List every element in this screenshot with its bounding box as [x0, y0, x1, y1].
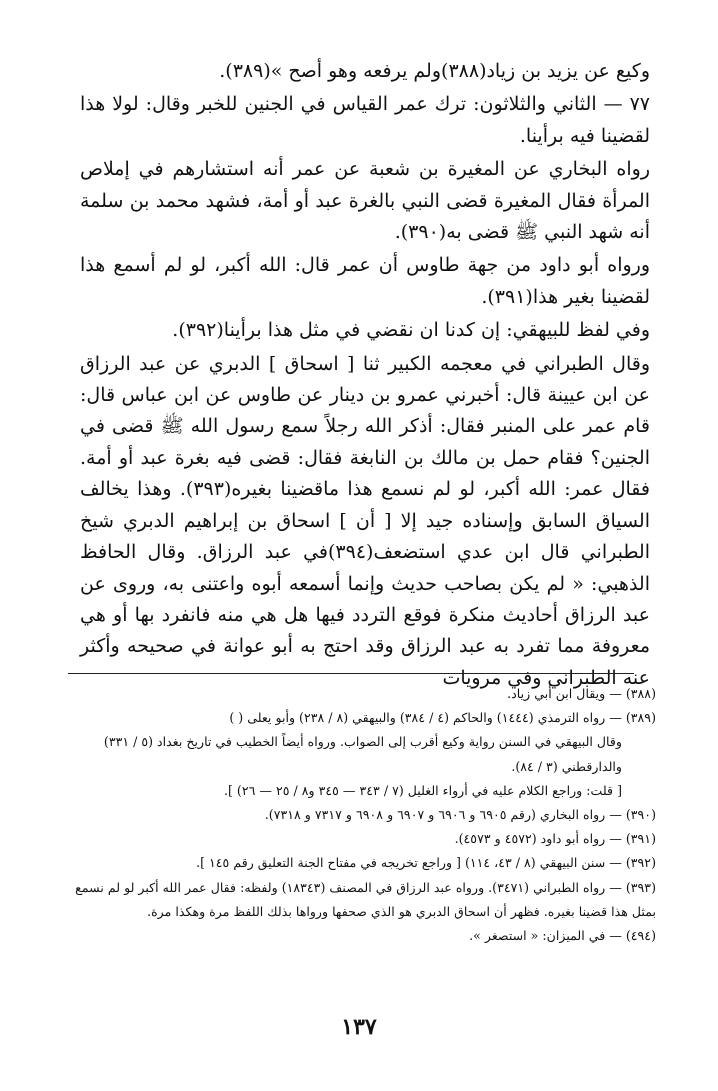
page-number: ١٣٧ [341, 1014, 377, 1040]
footnote-390: (٣٩٠) — رواه البخاري (رقم ٦٩٠٥ و ٦٩٠٦ و ٦٩٠٧ و ٦٩٠٨ و ٧٣١٧ و ٧٣١٨). [264, 807, 656, 823]
footnote-separator [68, 673, 634, 674]
paragraph-5: وفي لفظ للبيهقي: إن كدنا ان نقضي في مثل هذا برأينا(٣٩٢). [172, 319, 650, 342]
main-text [80, 56, 650, 696]
paragraph-6: وقال الطبراني في معجمه الكبير ثنا [ اسحاق ] الدبري عن عبد الرزاق عن ابن عيينة قال: أخبرني عمرو بن دينار عن طاوس عن ابن عباس قال: قام عمر على المنبر فقال: أذكر الله رجلاً سمع رسول الله ﷺ قضى في الجنين؟ فقام حمل بن مالك بن النابغة فقال: قضى فيه بغرة عبد أو أمة. فقال عمر: الله أكبر، لو لم نسمع هذا ماقضينا بغيره(٣٩٣). وهذا يخالف السياق السابق وإسناده جيد إلا [ أن ] اسحاق بن إبراهيم الدبري شيخ الطبراني قال ابن عدي استضعف(٣٩٤)في عبد الرزاق. وقال الحافظ الذهبي: « لم يكن بصاحب حديث وإنما أسمعه أبوه واعتنى به، وروى عن عبد الرزاق أحاديث منكرة فوقع التردد فيها هل هي منه فانفرد بها أو هي معروفة مما تفرد به عبد الرزاق وقد احتج به أبو عوانة في صحيحه وأكثر عنه الطبراني وفي مرويات [80, 352, 651, 689]
paragraph-4: ورواه أبو داود من جهة طاوس أن عمر قال: الله أكبر، لو لم أسمع هذا لقضينا بغير هذا(٣٩١). [80, 254, 650, 308]
footnote-389-note: [ قلت: وراجع الكلام عليه في أرواء الغليل (٧ / ٣٤٣ — ٣٤٥ و٨ / ٢٥ — ٢٦) ]. [223, 782, 622, 798]
footnote-391: (٣٩١) — رواه أبو داود (٤٥٧٢ و ٤٥٧٣). [454, 831, 656, 847]
paragraph-2: ٧٧ — الثاني والثلاثون: ترك عمر القياس في الجنين للخبر وقال: لولا هذا لقضينا فيه برأينا. [80, 93, 650, 147]
paragraph-3: رواه البخاري عن المغيرة بن شعبة عن عمر أنه استشارهم في إملاص المرأة فقال المغيرة قضى النبي بالغرة عبد أو أمة، فشهد محمد بن سلمة أنه شهد النبي ﷺ قضى به(٣٩٠). [80, 158, 650, 244]
paragraph-1: وكيع عن يزيد بن زياد(٣٨٨)ولم يرفعه وهو أصح »(٣٨٩). [219, 60, 650, 82]
footnote-392: (٣٩٢) — سنن البيهقي (٨ / ٤٣، ١١٤) [ وراجع تخريجه في مفتاح الجنة التعليق رقم ١٤٥ ]. [196, 855, 656, 871]
footnotes [74, 682, 656, 948]
footnote-393: (٣٩٣) — رواه الطبراني (٣٤٧١). ورواه عبد الرزاق في المصنف (١٨٣٤٣) ولفظه: فقال عمر الله أكبر لو لم نسمع بمثل هذا قضينا بغيره. فظهر أن اسحاق الدبري هو الذي صحفها ورواها بذلك اللفظ مرة وهكذا مرة. [75, 879, 656, 919]
footnote-394: (٤٩٤) — في الميزان: « استصغر ». [469, 928, 656, 944]
footnote-388: (٣٨٨) — ويقال ابن أبي زياد. [507, 686, 656, 701]
footnote-389-cont: وقال البيهقي في السنن رواية وكيع أقرب إلى الصواب. ورواه أيضاً الخطيب في تاريخ بغداد (٥ / ٣٣١) والدارقطني (٣ / ٨٤). [103, 734, 622, 774]
footnote-389: (٣٨٩) — رواه الترمذي (١٤٤٤) والحاكم (٤ / ٣٨٤) والبيهقي (٨ / ٢٣٨) وأبو يعلى ( ) [229, 710, 656, 726]
